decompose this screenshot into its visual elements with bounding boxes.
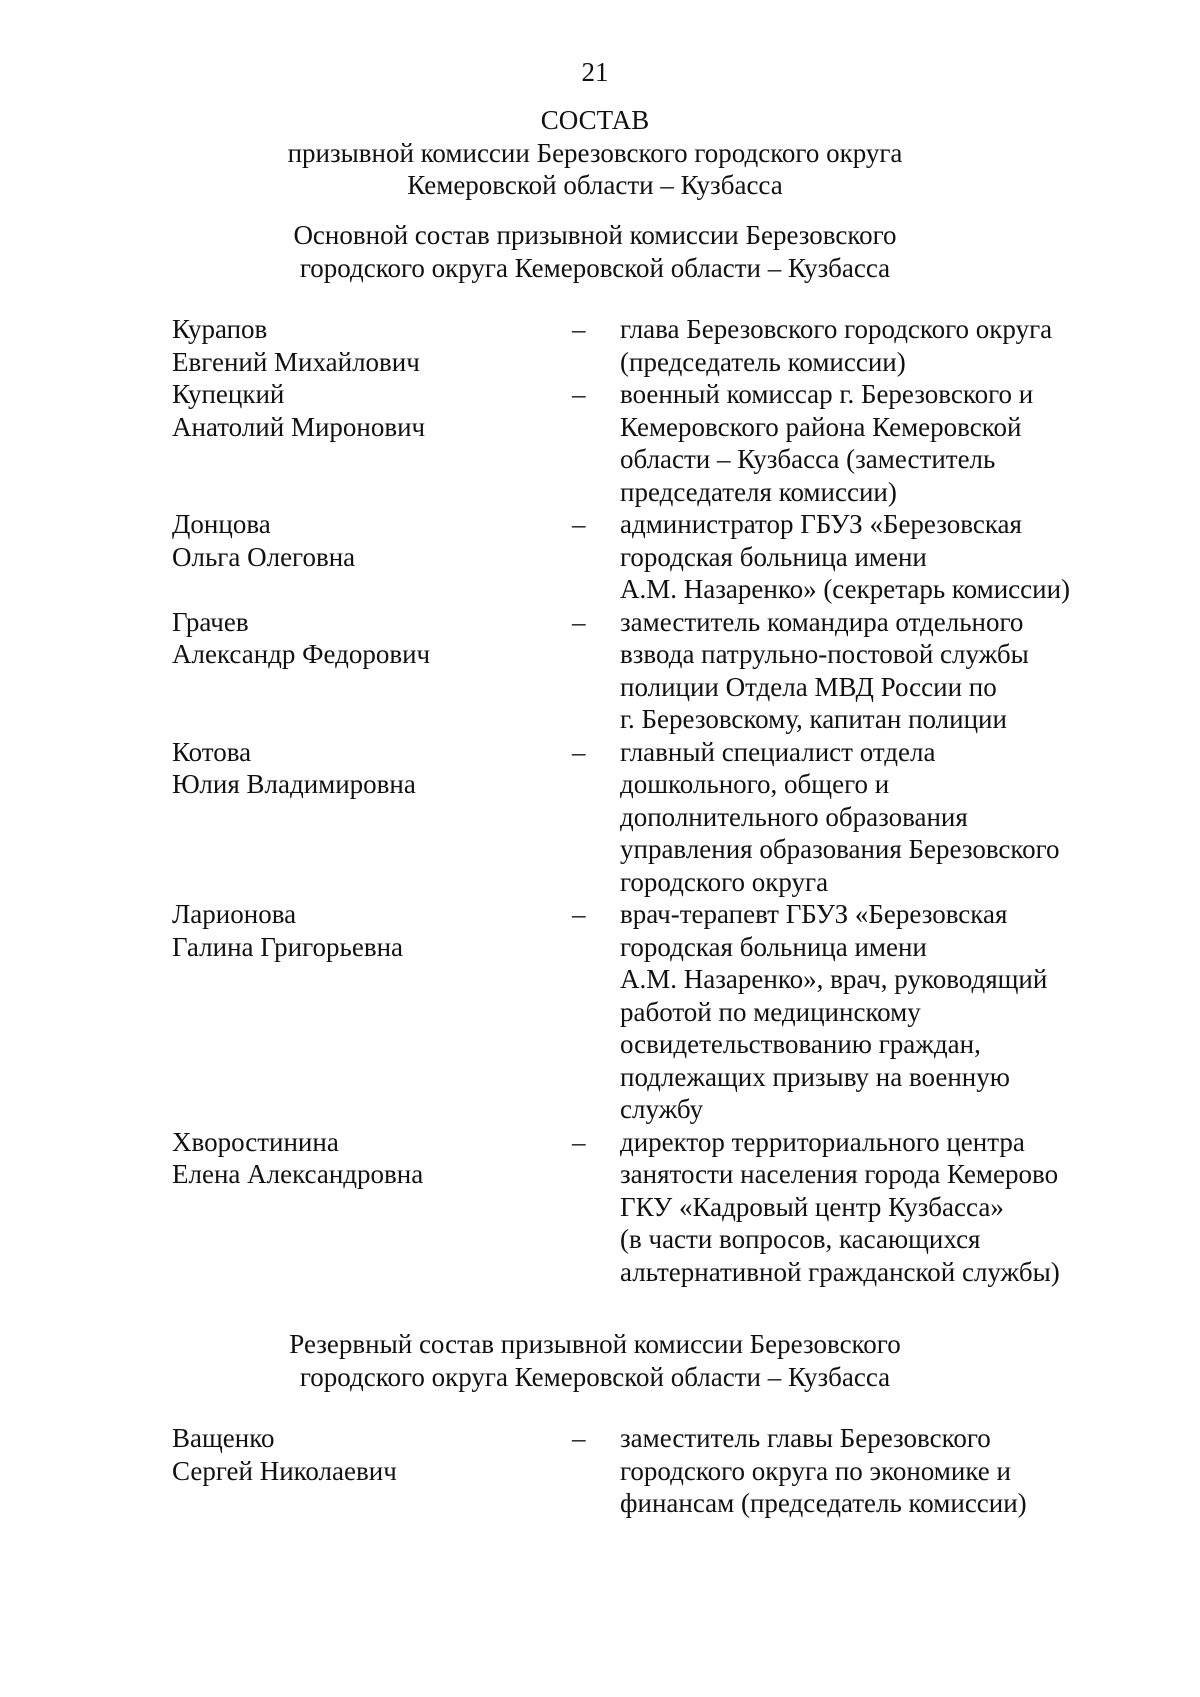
member-given-names: Галина Григорьевна — [172, 931, 404, 962]
member-given-names: Елена Александровна — [172, 1159, 424, 1189]
main-section-heading-line-1: Основной состав призывной комиссии Березовского — [293, 220, 897, 250]
member-name — [172, 313, 570, 378]
role-line: администратор ГБУЗ «Березовская — [620, 509, 1022, 539]
member-role — [620, 1126, 1132, 1289]
member-given-names: Александр Федорович — [172, 639, 431, 669]
member-surname: Ващенко — [172, 1423, 275, 1453]
member-role — [620, 736, 1132, 899]
member-given-names: Юлия Владимировна — [172, 769, 416, 799]
member-role — [620, 898, 1132, 1126]
role-line: глава Березовского городского округа — [620, 314, 1053, 344]
reserve-section-heading-line-2: городского округа Кемеровской области – Кузбасса — [299, 1361, 891, 1392]
member-entry — [172, 898, 1132, 1126]
member-role — [620, 1422, 1132, 1520]
role-line: городского округа — [620, 866, 829, 897]
main-section-heading-line-2: городского округа Кемеровской области – Кузбасса — [299, 252, 891, 283]
member-given-names: Сергей Николаевич — [172, 1455, 397, 1486]
member-dash: – — [572, 899, 586, 929]
role-line: полиции Отдела МВД России по — [620, 671, 997, 702]
member-given-names: Евгений Михайлович — [172, 346, 420, 377]
role-line: председателя комиссии) — [620, 476, 897, 507]
member-dash: – — [572, 1423, 586, 1453]
title-line-3: Кемеровской области – Кузбасса — [407, 170, 783, 200]
role-line: А.М. Назаренко», врач, руководящий — [620, 964, 1048, 994]
role-line: г. Березовскому, капитан полиции — [620, 704, 1007, 734]
role-line: городская больница имени — [620, 931, 927, 962]
member-given-names: Ольга Олеговна — [172, 541, 356, 572]
member-name — [172, 606, 570, 671]
member-name — [172, 898, 570, 963]
document-title — [0, 104, 1190, 202]
member-entry — [172, 378, 1132, 508]
member-role — [620, 508, 1132, 606]
member-entry — [172, 313, 1132, 378]
main-members-list — [172, 313, 1132, 1288]
role-line: службу — [620, 1094, 704, 1124]
member-name — [172, 378, 570, 443]
role-line: заместитель командира отдельного — [620, 606, 1024, 637]
member-entry — [172, 508, 1132, 606]
member-name — [172, 1126, 570, 1191]
reserve-section-heading-line-1: Резервный состав призывной комиссии Березовского — [289, 1329, 901, 1359]
member-dash: – — [572, 379, 586, 409]
role-line: подлежащих призыву на военную — [620, 1061, 1010, 1092]
member-entry — [172, 606, 1132, 736]
role-line: директор территориального центра — [620, 1126, 1025, 1157]
role-line: главный специалист отдела — [620, 736, 936, 767]
member-given-names: Анатолий Миронович — [172, 411, 426, 442]
member-dash: – — [572, 509, 586, 539]
member-role — [620, 378, 1132, 508]
member-name — [172, 1422, 570, 1487]
member-surname: Грачев — [172, 606, 249, 637]
role-line: городского округа по экономике и — [620, 1455, 1011, 1486]
title-line-1: СОСТАВ — [540, 105, 650, 135]
member-surname: Котова — [172, 736, 252, 767]
role-line: дошкольного, общего и — [620, 769, 890, 799]
role-line: заместитель главы Березовского — [620, 1423, 991, 1453]
member-entry — [172, 736, 1132, 899]
role-line: А.М. Назаренко» (секретарь комиссии) — [620, 574, 1071, 604]
role-line: работой по медицинскому — [620, 996, 921, 1027]
member-name — [172, 736, 570, 801]
role-line: финансам (председатель комиссии) — [620, 1488, 1027, 1518]
member-name — [172, 508, 570, 573]
role-line: военный комиссар г. Березовского и — [620, 379, 1034, 409]
member-dash: – — [572, 1126, 586, 1157]
member-surname: Ларионова — [172, 899, 297, 929]
reserve-section-heading — [0, 1328, 1190, 1393]
member-entry — [172, 1126, 1132, 1289]
role-line: (в части вопросов, касающихся — [620, 1224, 981, 1254]
member-surname: Курапов — [172, 314, 268, 344]
member-dash: – — [572, 606, 586, 637]
role-line: занятости населения города Кемерово — [620, 1159, 1059, 1189]
page-number: 21 — [581, 57, 609, 87]
role-line: области – Кузбасса (заместитель — [620, 444, 996, 474]
main-section-heading — [0, 219, 1190, 284]
role-line: управления образования Березовского — [620, 834, 1060, 864]
title-line-2: призывной комиссии Березовского городского округа — [287, 137, 903, 168]
role-line: взвода патрульно-постовой службы — [620, 639, 1029, 669]
role-line: Кемеровского района Кемеровской — [620, 411, 1022, 442]
member-surname: Купецкий — [172, 379, 285, 409]
member-role — [620, 313, 1132, 378]
member-dash: – — [572, 314, 586, 344]
role-line: врач-терапевт ГБУЗ «Березовская — [620, 899, 1008, 929]
member-surname: Хворостинина — [172, 1126, 339, 1157]
role-line: ГКУ «Кадровый центр Кузбасса» — [620, 1191, 1004, 1222]
role-line: освидетельствованию граждан, — [620, 1029, 981, 1059]
role-line: дополнительного образования — [620, 801, 968, 832]
role-line: (председатель комиссии) — [620, 346, 906, 377]
member-entry — [172, 1422, 1132, 1520]
reserve-members-list — [172, 1422, 1132, 1520]
member-role — [620, 606, 1132, 736]
role-line: городская больница имени — [620, 541, 927, 572]
role-line: альтернативной гражданской службы) — [620, 1256, 1060, 1287]
member-dash: – — [572, 736, 586, 767]
member-surname: Донцова — [172, 509, 271, 539]
